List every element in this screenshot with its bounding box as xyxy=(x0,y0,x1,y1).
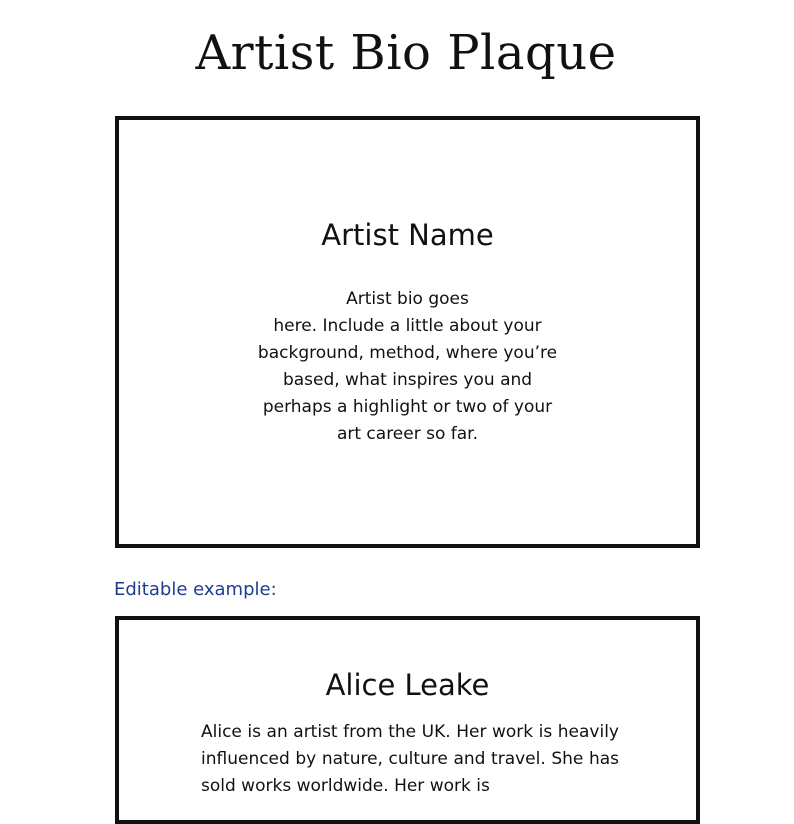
example-artist-name[interactable]: Alice Leake xyxy=(325,668,490,702)
bio-line: art career so far. xyxy=(336,424,479,444)
bio-line: background, method, where you’re xyxy=(257,343,558,363)
example-plaque[interactable] xyxy=(115,616,700,824)
bio-line: based, what inspires you and xyxy=(282,370,533,390)
bio-line: perhaps a highlight or two of your xyxy=(262,397,553,417)
bio-line: Artist bio goes xyxy=(346,289,469,309)
bio-line: here. Include a little about your xyxy=(273,316,542,336)
artist-name-placeholder: Artist Name xyxy=(321,218,494,252)
editable-example-label: Editable example: xyxy=(114,579,277,600)
example-artist-bio[interactable]: Alice is an artist from the UK. Her work is heavily influenced by nature, culture and travel. She has sold works worldwide. Her work is xyxy=(201,722,619,796)
template-plaque xyxy=(115,116,700,548)
artist-bio-placeholder xyxy=(119,286,696,448)
page-title: Artist Bio Plaque xyxy=(195,25,617,81)
